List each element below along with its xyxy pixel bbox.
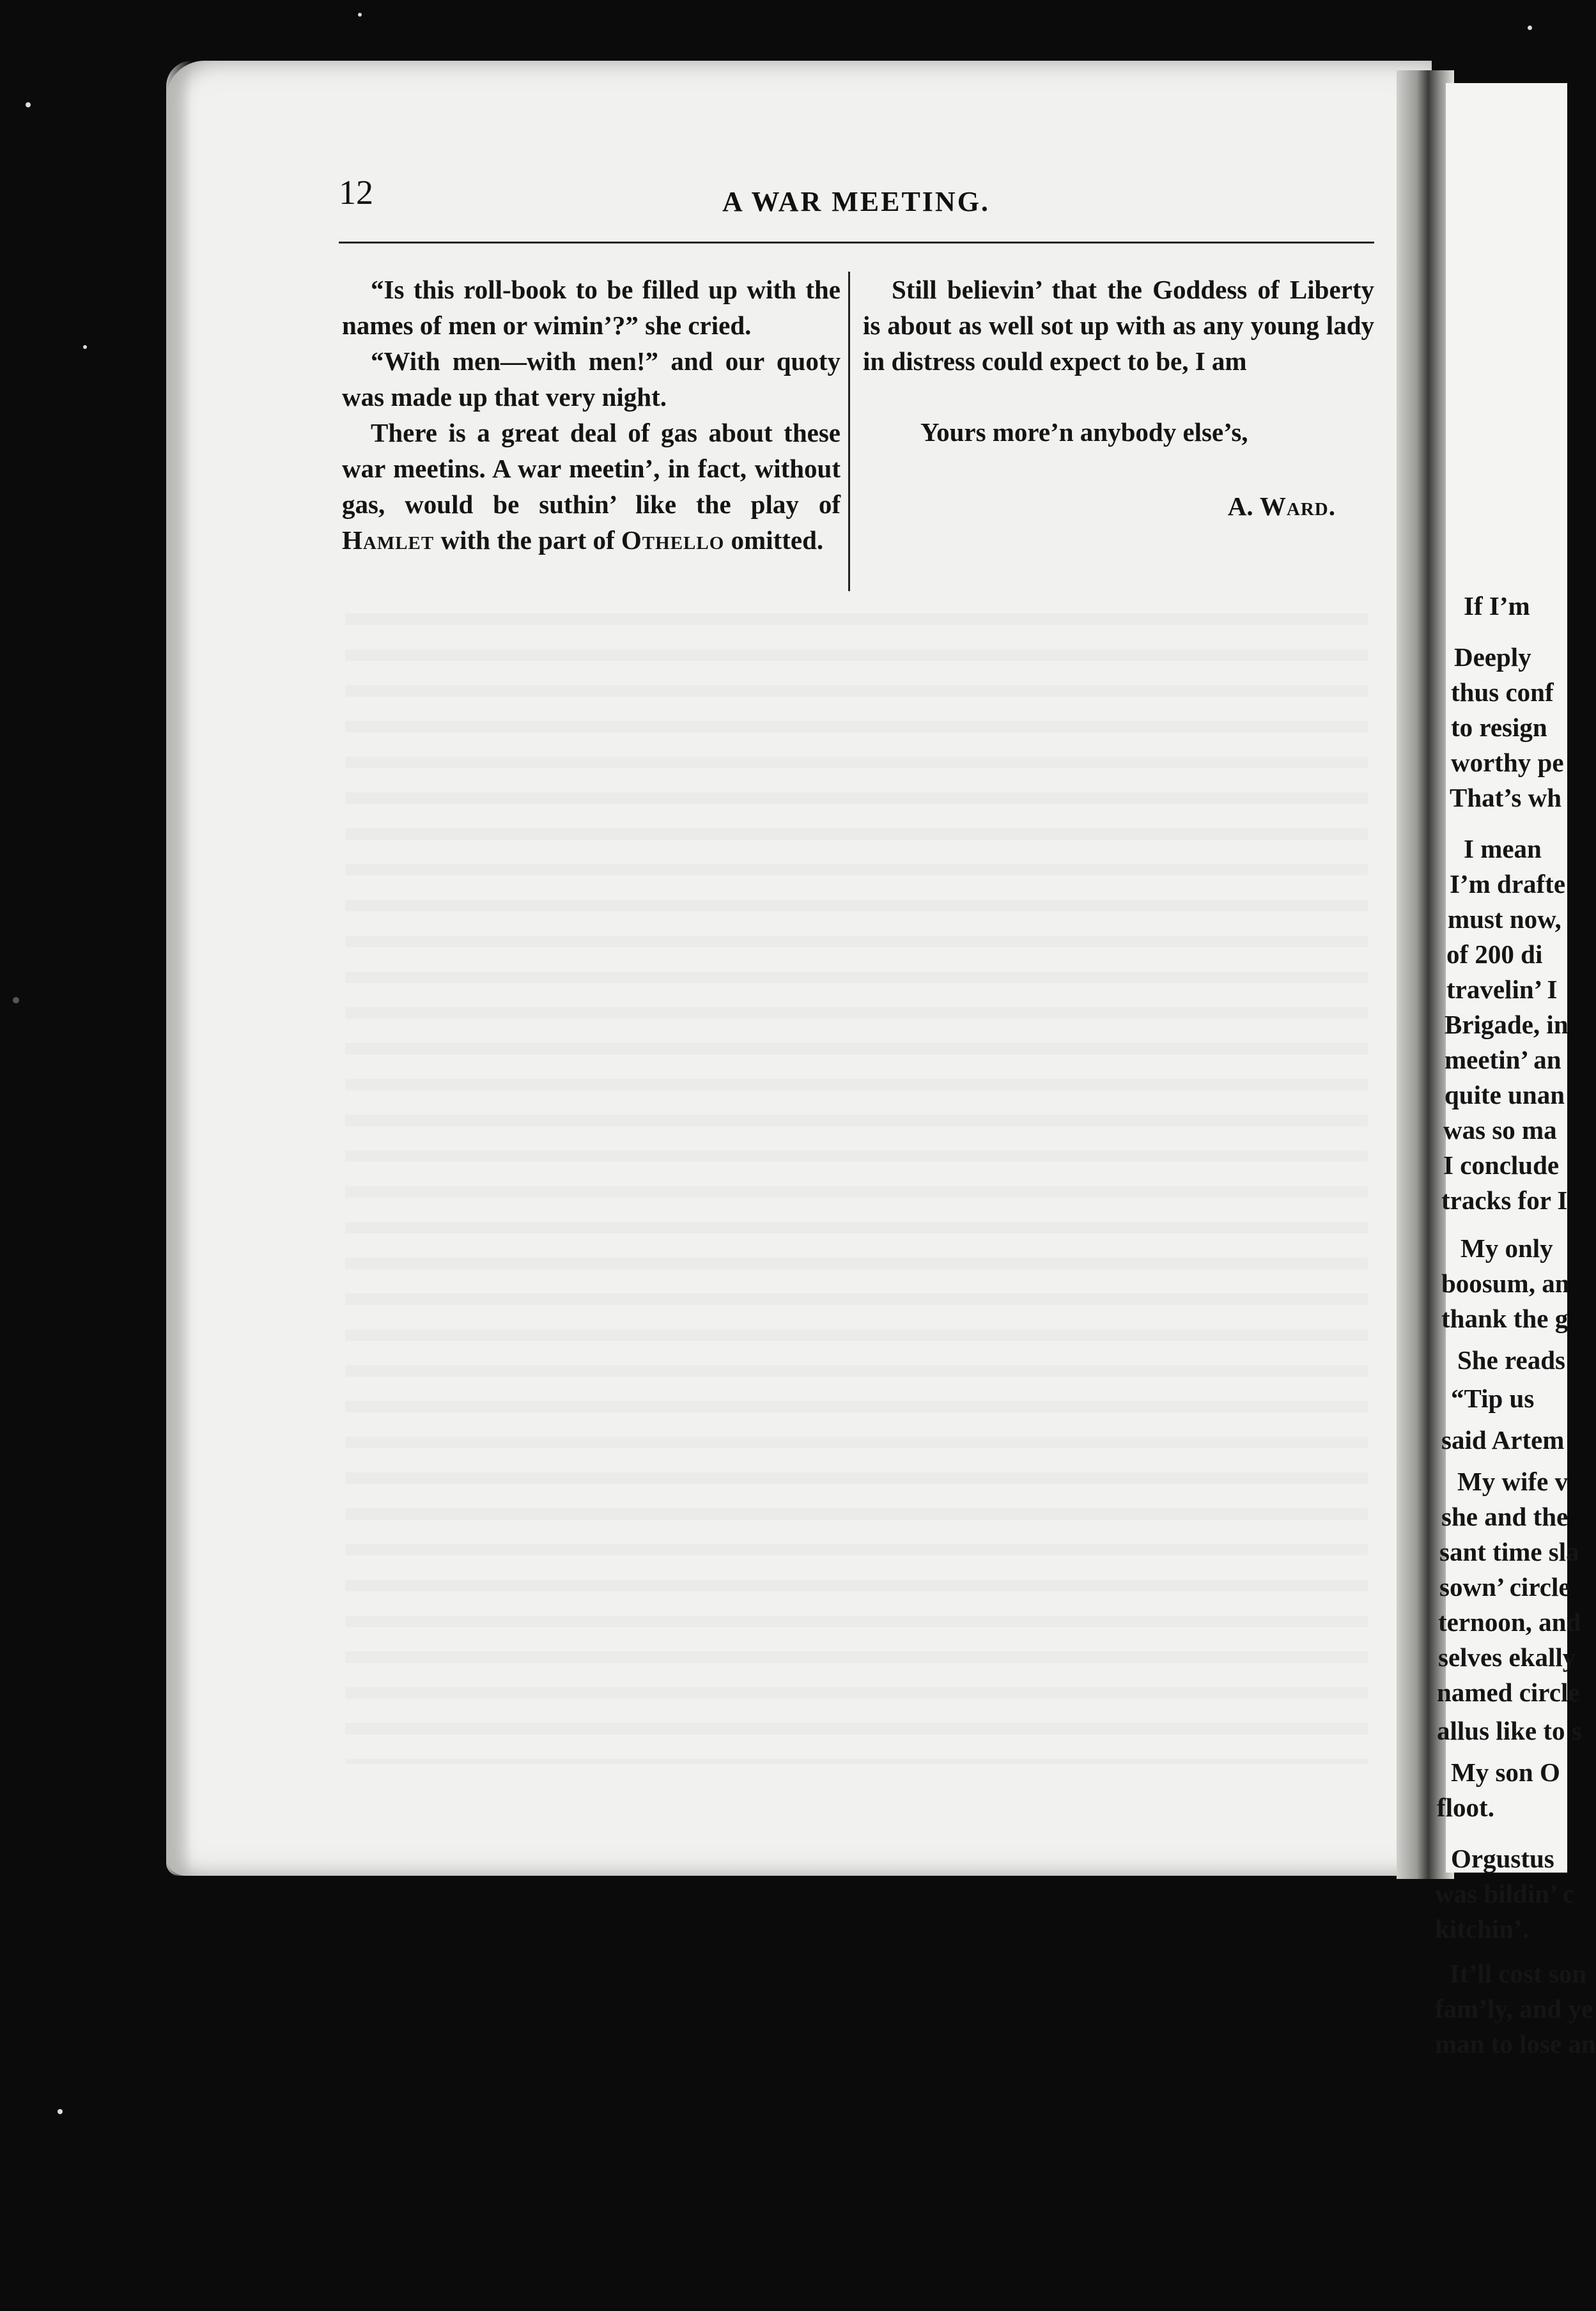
text-run: with the part of [440,525,615,555]
right-column [863,272,1374,524]
facing-page-line: If I’m [1464,591,1530,621]
facing-page-line: she and the [1441,1502,1569,1531]
scan-speck [26,102,31,107]
facing-page-line: I mean [1464,834,1542,863]
page-number: 12 [339,173,373,212]
facing-page-line: sant time sla [1439,1537,1579,1566]
left-column [342,272,841,558]
facing-page-line: said Artem [1441,1425,1565,1455]
facing-page-line: named circle [1437,1678,1580,1707]
paragraph [342,415,841,558]
scan-speck [83,345,87,349]
paragraph: “Is this roll-book to be filled up with the names of men or wimin’?” she cried. [342,275,841,340]
facing-page-line: fam’ly, and ye [1435,1994,1593,2023]
signature [863,488,1374,524]
facing-page-line: thus conf [1451,677,1554,707]
facing-page-line: “Tip us [1451,1384,1535,1413]
facing-page-line: I conclude [1443,1150,1560,1180]
facing-page-line: selves ekally [1438,1642,1576,1672]
othello-title: Othello [621,525,725,555]
running-title: A WAR MEETING. [722,186,990,217]
paragraph: Still believin’ that the Goddess of Liberty is about as well sot up with as any young lady in distress could expect to be, I am [863,275,1374,376]
facing-page-line: boosum, an [1441,1269,1570,1298]
signature-initial: A. [1227,491,1253,521]
facing-page-line: Deeply [1454,642,1531,672]
facing-page-line: allus like to s [1437,1716,1582,1745]
facing-page-line: thank the g [1441,1304,1569,1333]
facing-page-line: meetin’ an [1445,1045,1561,1074]
header-rule [339,242,1374,243]
facing-page-line: Orgustus [1451,1844,1554,1873]
paragraph: “With men—with men!” and our quoty was made up that very night. [342,346,841,412]
facing-page-line: I’m drafte [1450,869,1566,899]
facing-page-line: quite unan [1445,1080,1565,1109]
facing-page-line: My wife v [1457,1467,1569,1496]
facing-page-line: floot. [1437,1793,1494,1822]
facing-page-line: was so ma [1443,1115,1557,1145]
facing-page-line: to resign [1451,713,1547,742]
show-through-text [345,614,1368,1764]
text-run: There is a great deal of gas about these war meetins. A war meetin’, in fact, without gas, would be suthin’ like the play of [342,418,841,519]
facing-page-line: was bildin’ c [1435,1879,1574,1908]
scan-speck [1528,26,1532,30]
text-run: omitted. [731,525,824,555]
facing-page-line: travelin’ I [1446,975,1558,1004]
signature-name: Ward. [1259,491,1336,521]
facing-page-line: of 200 di [1446,939,1543,969]
facing-page-line: sown’ circle [1439,1572,1570,1602]
hamlet-title: Hamlet [342,525,435,555]
page-header [339,173,1374,224]
facing-page-line: Brigade, in [1445,1010,1569,1039]
facing-page-line: ternoon, and [1438,1607,1581,1637]
facing-page-line: worthy pe [1451,748,1564,777]
column-divider [848,272,850,591]
facing-page-line: She reads [1457,1345,1565,1375]
facing-page-text [1435,0,1596,2311]
facing-page-line: tracks for I [1441,1186,1568,1215]
facing-page-line: man to lose an [1435,2029,1596,2059]
scan-speck [358,13,362,17]
facing-page-line: must now, [1448,904,1561,934]
facing-page-line: My son O [1451,1758,1560,1787]
facing-page-line: My only [1460,1233,1553,1263]
facing-page-line: That’s wh [1450,783,1562,812]
scan-speck [58,2109,63,2114]
facing-page-line: kitchin’. [1435,1914,1529,1944]
scan-speck [13,997,19,1003]
closing-line: Yours more’n anybody else’s, [920,417,1248,447]
facing-page-line: It’ll cost son [1450,1959,1587,1988]
